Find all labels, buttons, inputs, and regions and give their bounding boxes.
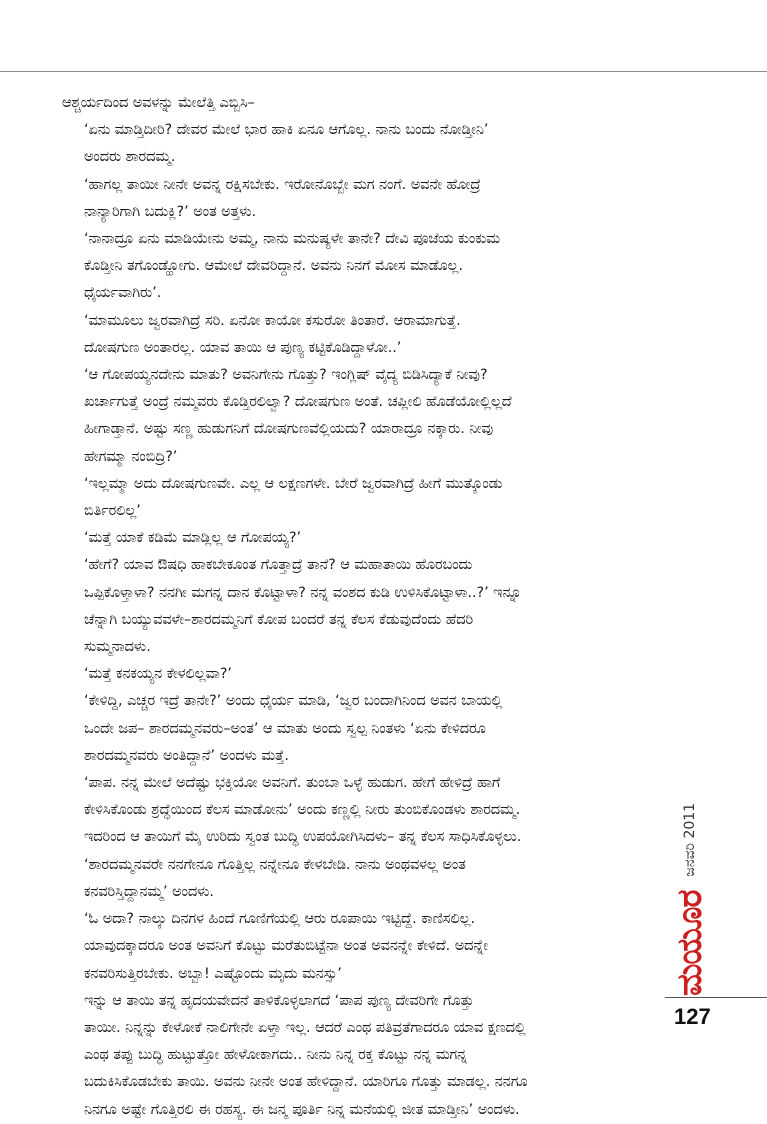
article-paragraph — [62, 90, 662, 117]
article-paragraph — [62, 308, 662, 362]
text-line: ಇನ್ನು ಆ ತಾಯಿ ತನ್ನ ಹೃದಯವೇದನೆ ತಾಳಿಕೊಳ್ಳಲಾಗದೆ ‘ಪಾಪ ಪುಣ್ಯ ದೇವರಿಗೇ ಗೊತ್ತು — [84, 992, 474, 1009]
text-line: ಬಿರ್ತಿರಲಿಲ್ಲ’ — [84, 503, 141, 520]
text-line: ಹೇಗಮ್ಮಾ ನಂಬಿದ್ರಿ?’ — [84, 448, 178, 465]
text-line: ತಾಯೀ. ನಿನ್ನನ್ನು ಕೇಳೋಕೆ ನಾಲಿಗೇನೇ ಏಳ್ತಾ ಇಲ್ಲ. ಆದರೆ ಎಂಥ ಪತಿವ್ರತೆಗಾದರೂ ಯಾವ ಕ್ಷಣದಲ್ಲಿ — [84, 1019, 526, 1036]
text-line: ‘ಮತ್ತೆ ಕನಕಯ್ಯನ ಕೇಳಲಿಲ್ಲವಾ?’ — [84, 666, 232, 683]
text-line: ‘ಇಲ್ಲಮ್ಮಾ ಅದು ದೋಷಗುಣವೇ. ಎಲ್ಲ ಆ ಲಕ್ಷಣಗಳೇ. ಬೇರೆ ಜ್ವರವಾಗಿದ್ರೆ ಹೀಗೆ ಮುತ್ಕೊಂಡು — [84, 475, 503, 492]
magazine-sidebar — [668, 796, 712, 996]
article-body — [62, 90, 662, 1124]
article-paragraph — [62, 172, 662, 226]
text-line: ಅಂದರು ಶಾರದಮ್ಮ. — [84, 149, 176, 166]
text-line: ‘ಏನು ಮಾಡ್ತಿದೀರಿ? ದೇವರ ಮೇಲೆ ಭಾರ ಹಾಕಿ ಏನೂ ಆಗೊಲ್ಲ. ನಾನು ಬಂದು ನೋಡ್ತೀನಿ’ — [84, 122, 489, 139]
text-line: ಎಂಥ ತಪ್ಪು ಬುದ್ಧಿ ಹುಟ್ಟುತ್ತೋ ಹೇಳೋಕಾಗದು.. ನೀನು ನಿನ್ನ ರಕ್ತ ಕೊಟ್ಟು ನನ್ನ ಮಗನ್ನ — [84, 1047, 468, 1064]
text-line: ಹೀಗಾಡ್ತಾನೆ. ಅಷ್ಟು ಸಣ್ಣ ಹುಡುಗನಿಗೆ ದೋಷಗುಣವೆಲ್ಲಿಯದು? ಯಾರಾದ್ರೂ ನಕ್ಕಾರು. ನೀವು — [84, 421, 494, 438]
text-line: ಕನವರಿಸ್ತಿದ್ದಾನಮ್ಮ’ ಅಂದಳು. — [84, 883, 214, 900]
text-line: ‘ಹಾಗಲ್ಲ ತಾಯೀ ನೀನೇ ಅವನ್ನ ರಕ್ಷಿಸಬೇಕು. ಇರೋನೊಬ್ಬೇ ಮಗ ನಂಗೆ. ಅವನೇ ಹೋದ್ರೆ — [84, 176, 481, 193]
text-line: ನಾನ್ಯಾರಿಗಾಗಿ ಬದುಕ್ಲಿ?’ ಅಂತ ಅತ್ತಳು. — [84, 203, 257, 220]
text-line: ಶಾರದಮ್ಮನವರು ಅಂತಿದ್ದಾನೆ’ ಅಂದಳು ಮತ್ತೆ. — [84, 747, 289, 764]
article-paragraph — [62, 471, 662, 525]
text-line: ಕನವರಿಸುತ್ತಿರಬೇಕು. ಅಬ್ಬಾ! ಎಷ್ಟೊಂದು ಮೃದು ಮನಸ್ಸು’ — [84, 965, 342, 982]
text-line: ಒಂದೇ ಜಪ– ಶಾರದಮ್ಮನವರು–ಅಂತ’ ಆ ಮಾತು ಅಂದು ಸ್ವಲ್ಪ ನಿಂತಳು ‘ಏನು ಕೇಳಿದರೂ — [84, 720, 486, 737]
magazine-logo: ಮಯೂರ — [670, 890, 710, 996]
article-paragraph — [62, 552, 662, 661]
text-line: ಕೇಳಿಸಿಕೊಂಡು ಶ್ರದ್ಧೆಯಿಂದ ಕೆಲಸ ಮಾಡೋನು’ ಅಂದು ಕಣ್ಣಲ್ಲಿ ನೀರು ತುಂಬಿಕೊಂಡಳು ಶಾರದಮ್ಮ. — [84, 802, 521, 819]
text-line: ಇದರಿಂದ ಆ ತಾಯಿಗೆ ಮೈ ಉರಿದು ಸ್ವಂತ ಬುದ್ಧಿ ಉಪಯೋಗಿಸಿದಳು– ತನ್ನ ಕೆಲಸ ಸಾಧಿಸಿಕೊಳ್ಳಲು. — [84, 829, 522, 846]
text-line: ‘ಓ ಅದಾ? ನಾಲ್ಕು ದಿನಗಳ ಹಿಂದೆ ಗೂಣಿಗೆಯಲ್ಲಿ ಆರು ರೂಪಾಯಿ ಇಟ್ಟಿದ್ದೆ. ಕಾಣಿಸಲಿಲ್ಲ. — [84, 911, 476, 928]
text-line: ‘ಕೇಳಿದ್ದಿ, ಎಚ್ಚರ ಇದ್ರೆ ತಾನೇ?’ ಅಂದು ಧೈರ್ಯ ಮಾಡಿ, ‘ಜ್ವರ ಬಂದಾಗಿನಿಂದ ಅವನ ಬಾಯಲ್ಲಿ — [84, 693, 503, 710]
text-line: ‘ಶಾರದಮ್ಮನವರೇ ನನಗೇನೂ ಗೊತ್ತಿಲ್ಲ ನನ್ನೇನೂ ಕೇಳಬೇಡಿ. ನಾನು ಅಂಥವಳಲ್ಲ ಅಂತ — [84, 856, 466, 873]
header-rule — [0, 71, 767, 72]
text-line: ಬದುಕಿಸಿಕೊಡಬೇಕು ತಾಯಿ. ಅವನು ನೀನೇ ಅಂತ ಹೇಳಿದ್ದಾನೆ. ಯಾರಿಗೂ ಗೊತ್ತು ಮಾಡಲ್ಲ. ನನಗೂ — [84, 1074, 528, 1091]
text-line: ಯಾವುದಕ್ಕಾದರೂ ಅಂತ ಅವನಿಗೆ ಕೊಟ್ಟು ಮರೆತುಬಿಟ್ಟೆನಾ ಅಂತ ಅವನನ್ನೇ ಕೇಳಿದೆ. ಅದನ್ನೇ — [84, 938, 488, 955]
text-line: ಧೈರ್ಯವಾಗಿರು’. — [84, 285, 162, 302]
text-line: ದೋಷಗುಣ ಅಂತಾರಲ್ಲ. ಯಾವ ತಾಯಿ ಆ ಪುಣ್ಯ ಕಟ್ಟಿಕೊಡಿದ್ದಾಳೋ..’ — [84, 339, 402, 356]
text-line: ‘ಮತ್ತೆ ಯಾಕೆ ಕಡಿಮೆ ಮಾಡ್ಲಿಲ್ಲ ಆ ಗೋಪಯ್ಯ?’ — [84, 530, 302, 547]
issue-date: ಜನವರಿ 2011 — [682, 802, 698, 877]
article-paragraph — [62, 906, 662, 988]
text-line: ಆಶ್ಚರ್ಯದಿಂದ ಅವಳನ್ನು ಮೇಲೆತ್ತಿ ಎಬ್ಬಿಸಿ– — [62, 95, 255, 111]
article-paragraph — [62, 770, 662, 852]
text-line: ಕೊಡ್ತೀನಿ ತಗೊಂಡ್ಹೋಗು. ಆಮೇಲೆ ದೇವರಿದ್ದಾನೆ. ಅವನು ನಿನಗೆ ಮೋಸ ಮಾಡೊಲ್ಲ. — [84, 258, 464, 275]
text-line: ‘ಹೇಗೆ? ಯಾವ ಔಷಧಿ ಹಾಕಬೇಕೂಂತ ಗೊತ್ತಾದ್ರೆ ತಾನೆ? ಆ ಮಹಾತಾಯಿ ಹೊರಬಂದು — [84, 557, 473, 574]
article-paragraph — [62, 362, 662, 471]
text-line: ಚೆನ್ನಾಗಿ ಬಯ್ಯುವವಳೇ–ಶಾರದಮ್ಮನಿಗೆ ಕೋಪ ಬಂದರೆ ತನ್ನ ಕೆಲಸ ಕೆಡುವುದೆಂದು ಹೆದರಿ — [84, 611, 473, 628]
text-line: ‘ಪಾಪ. ನನ್ನ ಮೇಲೆ ಅದೆಷ್ಟು ಭಕ್ತಿಯೋ ಅವನಿಗೆ. ತುಂಬಾ ಒಳ್ಳೆ ಹುಡುಗ. ಹೇಗೆ ಹೇಳಿದ್ರೆ ಹಾಗೆ — [84, 775, 501, 792]
text-line: ‘ಮಾಮೂಲು ಜ್ವರವಾಗಿದ್ರೆ ಸರಿ. ಏನೋ ಕಾಯೋ ಕಸುರೋ ತಿಂತಾರೆ. ಆರಾಮಾಗುತ್ತೆ. — [84, 312, 461, 329]
article-paragraph — [62, 661, 662, 688]
article-paragraph — [62, 688, 662, 770]
text-line: ನಿನಗೂ ಅಷ್ಟೇ ಗೊತ್ತಿರಲಿ ಈ ರಹಸ್ಯ. ಈ ಜನ್ಮ ಪೂರ್ತಿ ನಿನ್ನ ಮನೆಯಲ್ಲಿ ಜೀತ ಮಾಡ್ತೀನಿ’ ಅಂದಳು. — [84, 1101, 520, 1118]
text-line: ‘ನಾನಾದ್ರೂ ಏನು ಮಾಡಿಯೇನು ಅಮ್ಮ, ನಾನು ಮನುಷ್ಯಳೇ ತಾನೇ? ದೇವಿ ಪೂಜೆಯ ಕುಂಕುಮ — [84, 231, 500, 248]
footer-rule — [665, 997, 767, 998]
text-line: ಸುಮ್ಮನಾದಳು. — [84, 639, 151, 656]
article-paragraph — [62, 988, 662, 1124]
article-paragraph — [62, 852, 662, 906]
text-line: ‘ಆ ಗೋಪಯ್ಯನದೇನು ಮಾತು? ಅವನಿಗೇನು ಗೊತ್ತು? ಇಂಗ್ಲಿಷ್ ವೈದ್ಯ ಬಿಡಿಸಿದ್ಯಾಕೆ ನೀವು? — [84, 367, 488, 384]
article-paragraph — [62, 226, 662, 308]
sidebar-rotated-group — [668, 796, 712, 996]
article-paragraph — [62, 117, 662, 171]
page-number: 127 — [674, 1004, 711, 1029]
text-line: ಖರ್ಚಾಗುತ್ತೆ ಅಂದ್ರೆ ನಮ್ಮವರು ಕೊಡ್ತಿರಲಿಲ್ವಾ? ದೋಷಗುಣ ಅಂತೆ. ಚಪ್ಲೀಲಿ ಹೊಡೆಯೋಲ್ಲಿಲ್ಲದೆ — [84, 394, 512, 411]
text-line: ಒಪ್ಪಿಕೊಳ್ತಾಳಾ? ನನಗೀ ಮಗನ್ನ ದಾನ ಕೊಟ್ಟಾಳಾ? ನನ್ನ ವಂಶದ ಕುಡಿ ಉಳಿಸಿಕೊಟ್ಟಾಳಾ..?’ ಇನ್ನೂ — [84, 584, 522, 601]
article-paragraph — [62, 525, 662, 552]
